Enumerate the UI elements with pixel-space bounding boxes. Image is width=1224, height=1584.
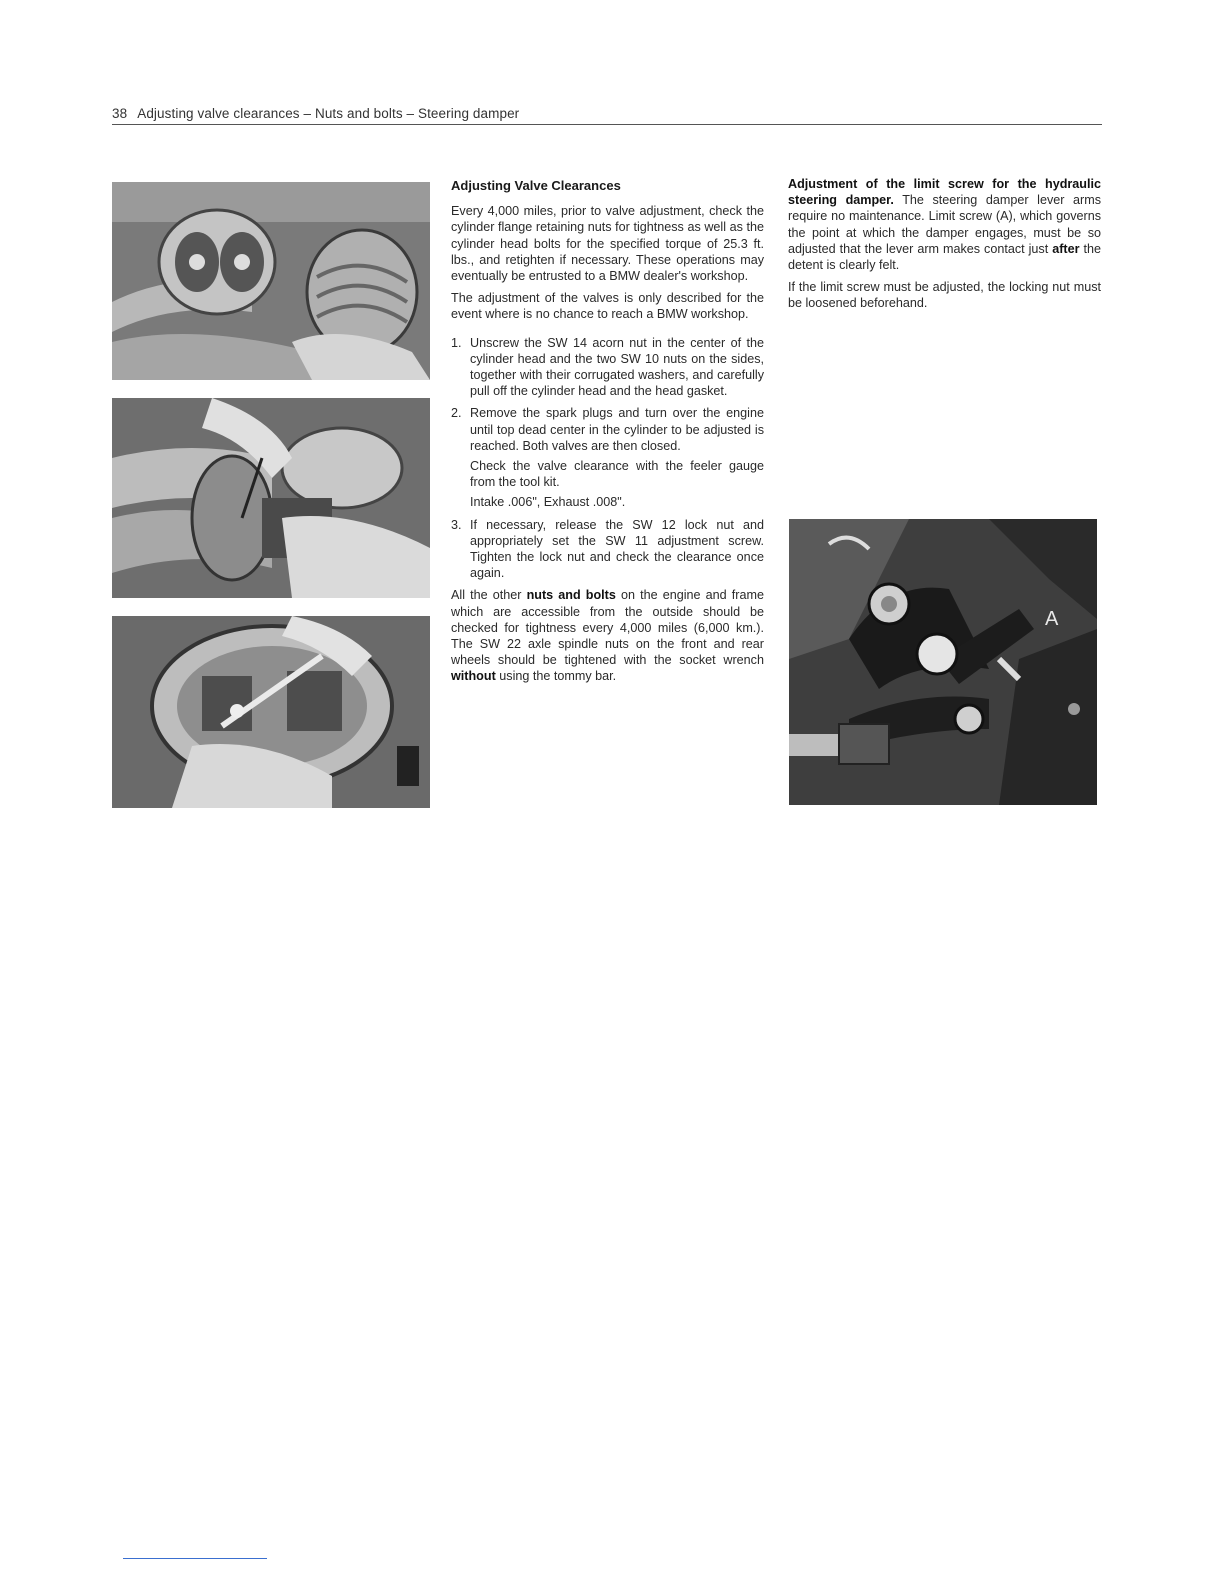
text-run: the detent is clearly felt. bbox=[788, 241, 1101, 273]
text-run: All the other bbox=[451, 588, 527, 603]
list-item bbox=[451, 517, 764, 582]
step-number: 2. bbox=[451, 406, 462, 421]
photo-feeler-gauge bbox=[112, 398, 430, 598]
paragraph: The adjustment of the valves is only described for the event where is no chance to reach a BMW workshop. bbox=[451, 291, 764, 322]
paragraph: If the limit screw must be adjusted, the locking nut must be loosened beforehand. bbox=[788, 280, 1101, 311]
steps-list bbox=[451, 335, 764, 582]
paragraph bbox=[788, 176, 1101, 273]
header-rule bbox=[112, 124, 1102, 125]
photo-steering-damper bbox=[789, 519, 1097, 805]
text-run: on the engine and frame which are accessible from the outside should be checked for tightness every 4,000 miles (6,000 km.). The SW 22 axle spindle nuts on the front and rear wheels should be tightened with the socket wrench bbox=[451, 588, 764, 668]
step-text: If necessary, release the SW 12 lock nut and appropriately set the SW 11 adjustment screw. Tighten the lock nut and check the clearance once again. bbox=[470, 517, 764, 581]
text-column-right bbox=[788, 176, 1101, 318]
photo-cylinder-head bbox=[112, 182, 430, 380]
photo-adjustment-screw bbox=[112, 616, 430, 808]
figure-label-a: A bbox=[1045, 608, 1059, 630]
step-number: 3. bbox=[451, 517, 462, 532]
bold-run: nuts and bolts bbox=[526, 588, 616, 603]
section-heading: Adjustment of the limit screw for the hydraulic steering damper. bbox=[788, 177, 1101, 208]
step-number: 1. bbox=[451, 335, 462, 350]
bold-run: after bbox=[1052, 241, 1080, 256]
text-run: The steering damper lever arms require no maintenance. Limit screw (A), which governs the point at which the damper engages, must be so adjusted that the lever arm makes contact just bbox=[788, 193, 1101, 256]
footer-rule bbox=[123, 1558, 267, 1559]
text-column-middle bbox=[451, 178, 764, 691]
step-text: Remove the spark plugs and turn over the engine until top dead center in the cylinder to be adjusted is reached. Both valves are then closed. bbox=[470, 406, 764, 453]
page-number: 38 bbox=[112, 106, 128, 121]
step-subtext: Intake .006", Exhaust .008". bbox=[470, 495, 626, 510]
running-head bbox=[112, 106, 519, 121]
step-text: Unscrew the SW 14 acorn nut in the center of the cylinder head and the two SW 10 nuts on the sides, together with their corrugated washers, and carefully pull off the cylinder head and the head gasket. bbox=[470, 335, 764, 399]
list-item bbox=[451, 335, 764, 400]
text-run: using the tommy bar. bbox=[495, 669, 617, 684]
step-subtext: Check the valve clearance with the feeler gauge from the tool kit. bbox=[470, 459, 764, 490]
section-heading: Adjusting Valve Clearances bbox=[451, 178, 621, 193]
bold-run: without bbox=[451, 669, 496, 684]
running-title: Adjusting valve clearances – Nuts and bolts – Steering damper bbox=[137, 106, 520, 121]
list-item bbox=[451, 405, 764, 510]
paragraph: Every 4,000 miles, prior to valve adjustment, check the cylinder flange retaining nuts for tightness as well as the cylinder head bolts for the specified torque of 25.3 ft. lbs., and retighten if necessary. These operations may eventually be entrusted to a BMW dealer's workshop. bbox=[451, 204, 764, 284]
paragraph bbox=[451, 587, 764, 684]
